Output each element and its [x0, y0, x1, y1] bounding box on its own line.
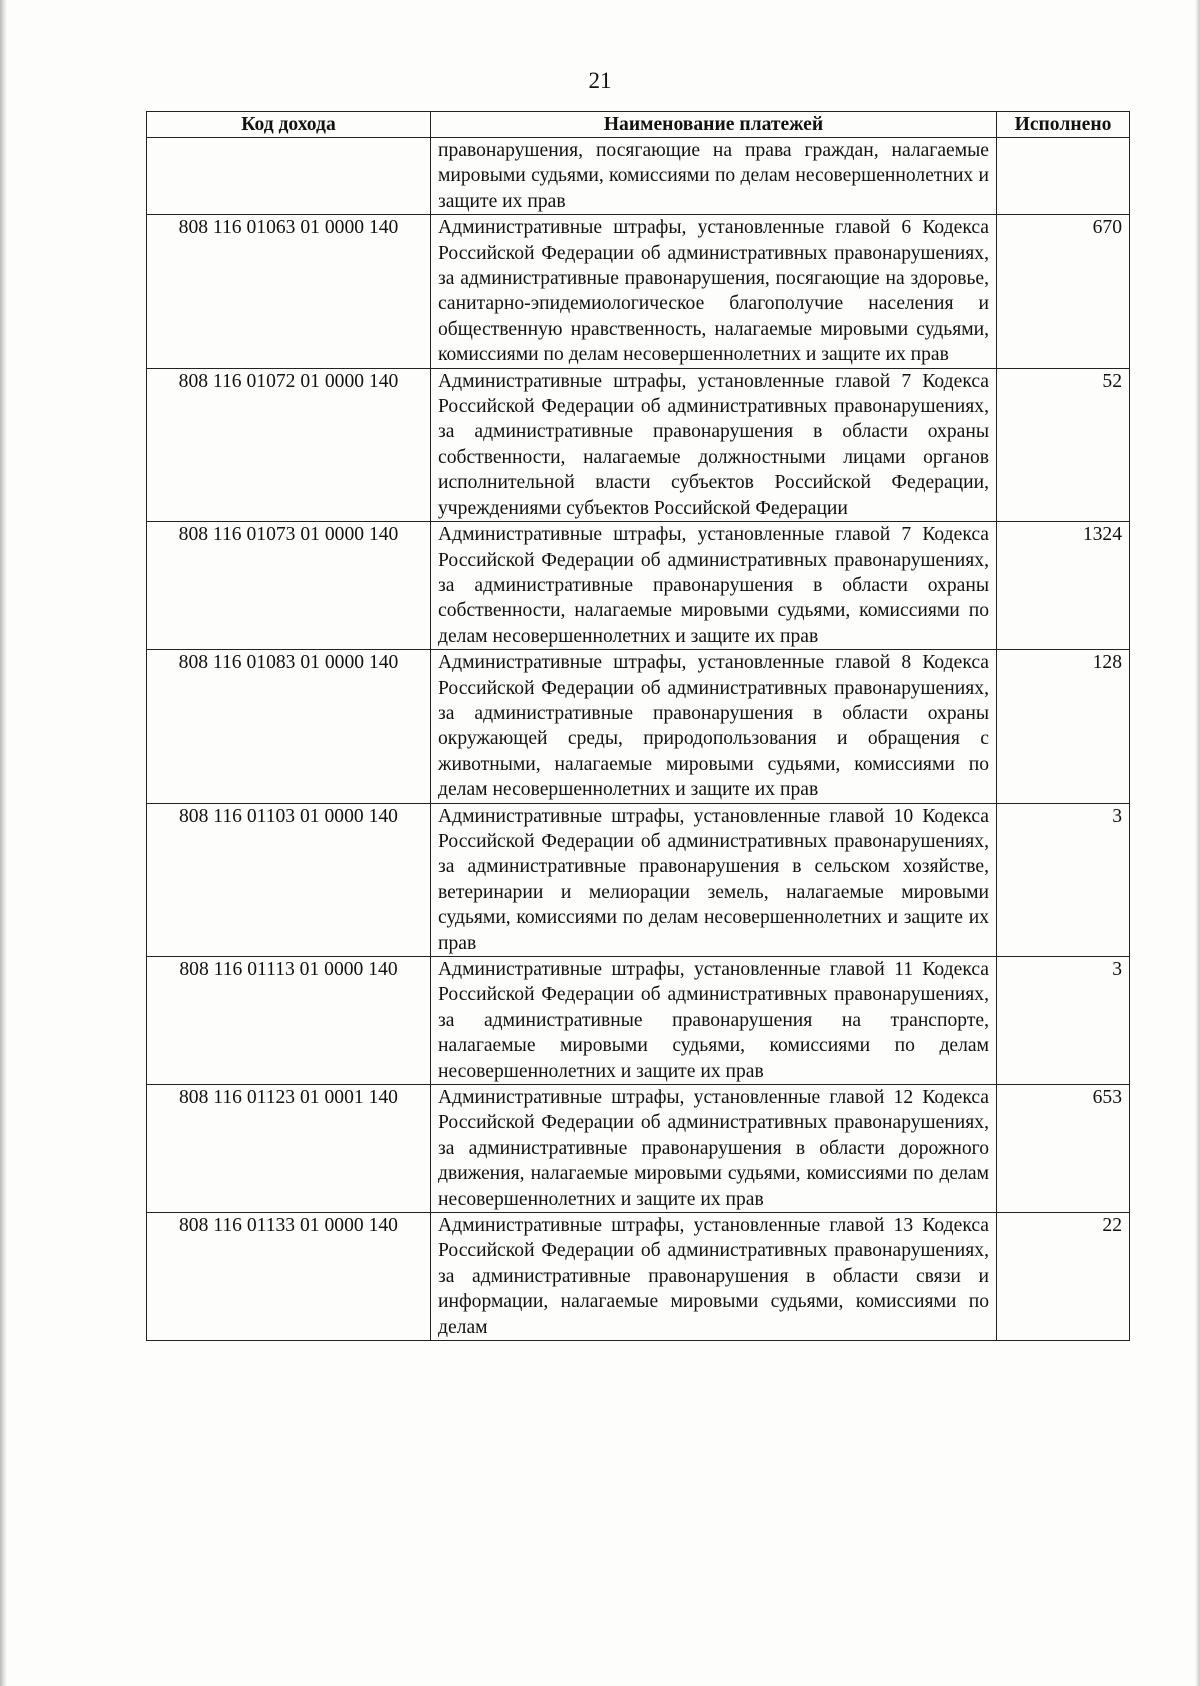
income-code: 808 116 01133 01 0000 140 — [147, 1213, 431, 1341]
table-row — [147, 650, 1130, 803]
table-row — [147, 368, 1130, 521]
header-executed: Исполнено — [997, 112, 1130, 138]
table-row — [147, 803, 1130, 956]
payment-name: правонарушения, посягающие на права граждан, налагаемые мировыми судьями, комиссиями по делам несовершеннолетних и защите их прав — [431, 138, 997, 215]
table-row — [147, 1213, 1130, 1341]
income-code: 808 116 01113 01 0000 140 — [147, 957, 431, 1085]
executed-amount: 3 — [997, 957, 1130, 1085]
executed-amount: 653 — [997, 1085, 1130, 1213]
scan-edge-left — [0, 0, 7, 1686]
table-row — [147, 1085, 1130, 1213]
executed-amount — [997, 138, 1130, 215]
payment-name: Административные штрафы, установленные главой 7 Кодекса Российской Федерации об административных правонарушениях, за административные правонарушения в области охраны собственности, налагаемые должностными лицами органов исполнительной власти субъектов Российской Федерации, учреждениями субъектов Российской Федерации — [431, 368, 997, 521]
payment-name: Административные штрафы, установленные главой 12 Кодекса Российской Федерации об административных правонарушениях, за административные правонарушения в области дорожного движения, налагаемые мировыми судьями, комиссиями по делам несовершеннолетних и защите их прав — [431, 1085, 997, 1213]
payment-name: Административные штрафы, установленные главой 11 Кодекса Российской Федерации об административных правонарушениях, за административные правонарушения на транспорте, налагаемые мировыми судьями, комиссиями по делам несовершеннолетних и защите их прав — [431, 957, 997, 1085]
table-header-row — [147, 112, 1130, 138]
executed-amount: 128 — [997, 650, 1130, 803]
page-number: 21 — [588, 68, 612, 93]
payment-name: Административные штрафы, установленные главой 6 Кодекса Российской Федерации об административных правонарушениях, за административные правонарушения, посягающие на здоровье, санитарно-эпидемиологическое благополучие населения и общественную нравственность, налагаемые мировыми судьями, комиссиями по делам несовершеннолетних и защите их прав — [431, 215, 997, 368]
header-code: Код дохода — [147, 112, 431, 138]
table-row — [147, 138, 1130, 215]
income-code: 808 116 01123 01 0001 140 — [147, 1085, 431, 1213]
table-row — [147, 957, 1130, 1085]
executed-amount: 52 — [997, 368, 1130, 521]
payment-name: Административные штрафы, установленные главой 7 Кодекса Российской Федерации об административных правонарушениях, за административные правонарушения в области охраны собственности, налагаемые мировыми судьями, комиссиями по делам несовершеннолетних и защите их прав — [431, 522, 997, 650]
income-code — [147, 138, 431, 215]
header-name: Наименование платежей — [431, 112, 997, 138]
executed-amount: 22 — [997, 1213, 1130, 1341]
revenue-table — [146, 111, 1130, 1341]
payment-name: Административные штрафы, установленные главой 13 Кодекса Российской Федерации об административных правонарушениях, за административные правонарушения в области связи и информации, налагаемые мировыми судьями, комиссиями по делам — [431, 1213, 997, 1341]
income-code: 808 116 01103 01 0000 140 — [147, 803, 431, 956]
table-row — [147, 215, 1130, 368]
payment-name: Административные штрафы, установленные главой 8 Кодекса Российской Федерации об административных правонарушениях, за административные правонарушения в области охраны окружающей среды, природопользования и обращения с животными, налагаемые мировыми судьями, комиссиями по делам несовершеннолетних и защите их прав — [431, 650, 997, 803]
income-code: 808 116 01083 01 0000 140 — [147, 650, 431, 803]
income-code: 808 116 01063 01 0000 140 — [147, 215, 431, 368]
income-code: 808 116 01073 01 0000 140 — [147, 522, 431, 650]
income-code: 808 116 01072 01 0000 140 — [147, 368, 431, 521]
table-row — [147, 522, 1130, 650]
executed-amount: 670 — [997, 215, 1130, 368]
executed-amount: 3 — [997, 803, 1130, 956]
scan-edge-right — [1195, 0, 1200, 1686]
executed-amount: 1324 — [997, 522, 1130, 650]
payment-name: Административные штрафы, установленные главой 10 Кодекса Российской Федерации об административных правонарушениях, за административные правонарушения в сельском хозяйстве, ветеринарии и мелиорации земель, налагаемые мировыми судьями, комиссиями по делам несовершеннолетних и защите их прав — [431, 803, 997, 956]
